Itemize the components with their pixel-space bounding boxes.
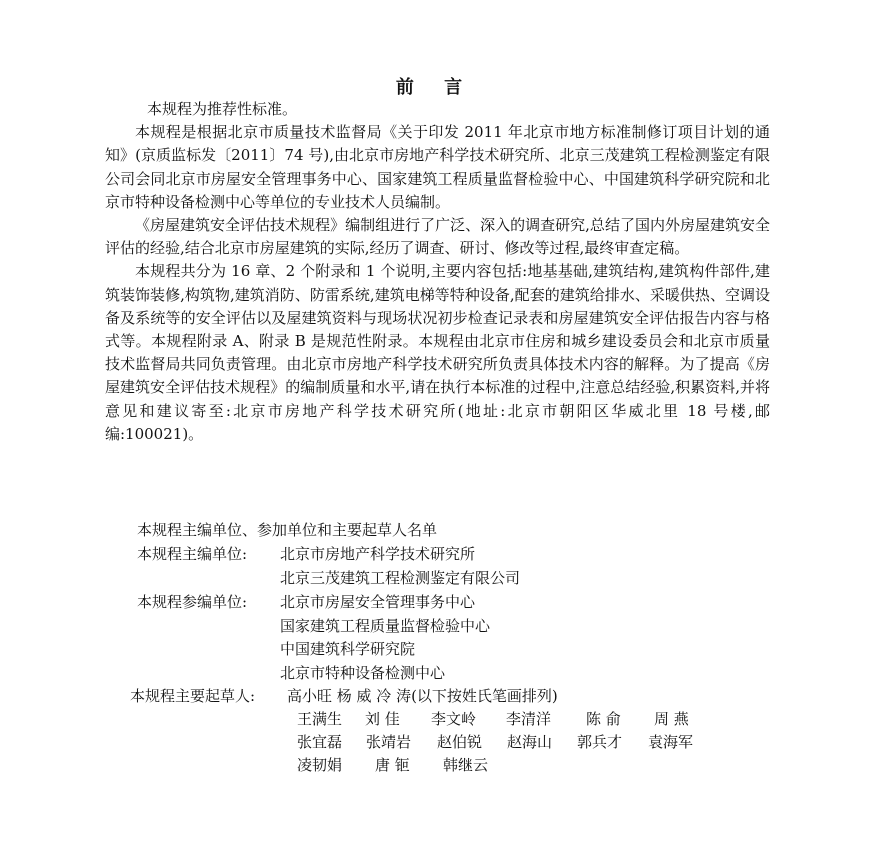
participating-unit-1: 北京市房屋安全管理事务中心 (280, 593, 476, 611)
drafter-r3-6: 袁海军 (648, 733, 694, 751)
drafter-r2-6: 周 燕 (654, 710, 689, 728)
drafter-r2-2: 刘 佳 (365, 710, 400, 728)
paragraph-1: 本规程为推荐性标准。 (147, 100, 298, 118)
paragraph-2: 本规程是根据北京市质量技术监督局《关于印发 2011 年北京市地方标准制修订项目计划的通知》(京质监标发〔2011〕74 号),由北京市房地产科学技术研究所、北京三茂建筑工程检测鉴定有限公司会同北京市房屋安全管理事务中心、国家建筑工程质量监督检验中心、中国建筑科学研究院和北京市特种设备检测中心等单位的专业技术人员编制。 (105, 123, 770, 211)
participating-unit-2: 国家建筑工程质量监督检验中心 (280, 617, 491, 635)
participating-unit-4: 北京市特种设备检测中心 (280, 664, 446, 682)
paragraph-3: 《房屋建筑安全评估技术规程》编制组进行了广泛、深入的调查研究,总结了国内外房屋建筑安全评估的经验,结合北京市房屋建筑的实际,经历了调查、研讨、修改等过程,最终审查定稿。 (105, 216, 770, 258)
drafters-label: 本规程主要起草人: (130, 687, 256, 705)
drafter-r3-1: 张宜磊 (297, 733, 343, 751)
drafter-r2-5: 陈 俞 (586, 710, 621, 728)
drafter-r3-2: 张靖岩 (366, 733, 412, 751)
drafter-r4-1: 凌韧娟 (297, 756, 343, 774)
drafter-r2-1: 王满生 (297, 710, 343, 728)
drafter-r3-5: 郭兵才 (577, 733, 623, 751)
drafter-r4-3: 韩继云 (443, 756, 489, 774)
chief-unit-1: 北京市房地产科学技术研究所 (280, 545, 476, 563)
participating-unit-3: 中国建筑科学研究院 (280, 640, 416, 658)
drafter-r3-3: 赵伯锐 (437, 733, 483, 751)
drafter-r4-2: 唐 钷 (375, 756, 410, 774)
units-heading: 本规程主编单位、参加单位和主要起草人名单 (137, 521, 438, 539)
drafters-line-1: 高小旺 杨 威 冷 涛(以下按姓氏笔画排列) (287, 687, 558, 705)
participating-units-label: 本规程参编单位: (137, 593, 248, 611)
chief-unit-2: 北京三茂建筑工程检测鉴定有限公司 (280, 569, 521, 587)
chief-units-label: 本规程主编单位: (137, 545, 248, 563)
drafter-r3-4: 赵海山 (507, 733, 553, 751)
paragraph-4: 本规程共分为 16 章、2 个附录和 1 个说明,主要内容包括:地基基础,建筑结构,建筑构件部件,建筑装饰装修,构筑物,建筑消防、防雷系统,建筑电梯等特种设备,配套的建筑给排水、采暖供热、空调设备及系统等的安全评估以及屋建筑资料与现场状况初步检查记录表和房屋建筑安全评估报告内容与格式等。本规程附录 A、附录 B 是规范性附录。本规程由北京市住房和城乡建设委员会和北京市质量技术监督局共同负责管理。由北京市房地产科学技术研究所负责具体技术内容的解释。为了提高《房屋建筑安全评估技术规程》的编制质量和水平,请在执行本标准的过程中,注意总结经验,积累资料,并将意见和建议寄至:北京市房地产科学技术研究所(地址:北京市朝阳区华威北里 18 号楼,邮编:100021)。 (105, 262, 770, 443)
drafter-r2-3: 李文岭 (431, 710, 477, 728)
preface-body (105, 98, 770, 446)
drafter-r2-4: 李清洋 (506, 710, 552, 728)
page-title: 前 言 (395, 77, 475, 98)
